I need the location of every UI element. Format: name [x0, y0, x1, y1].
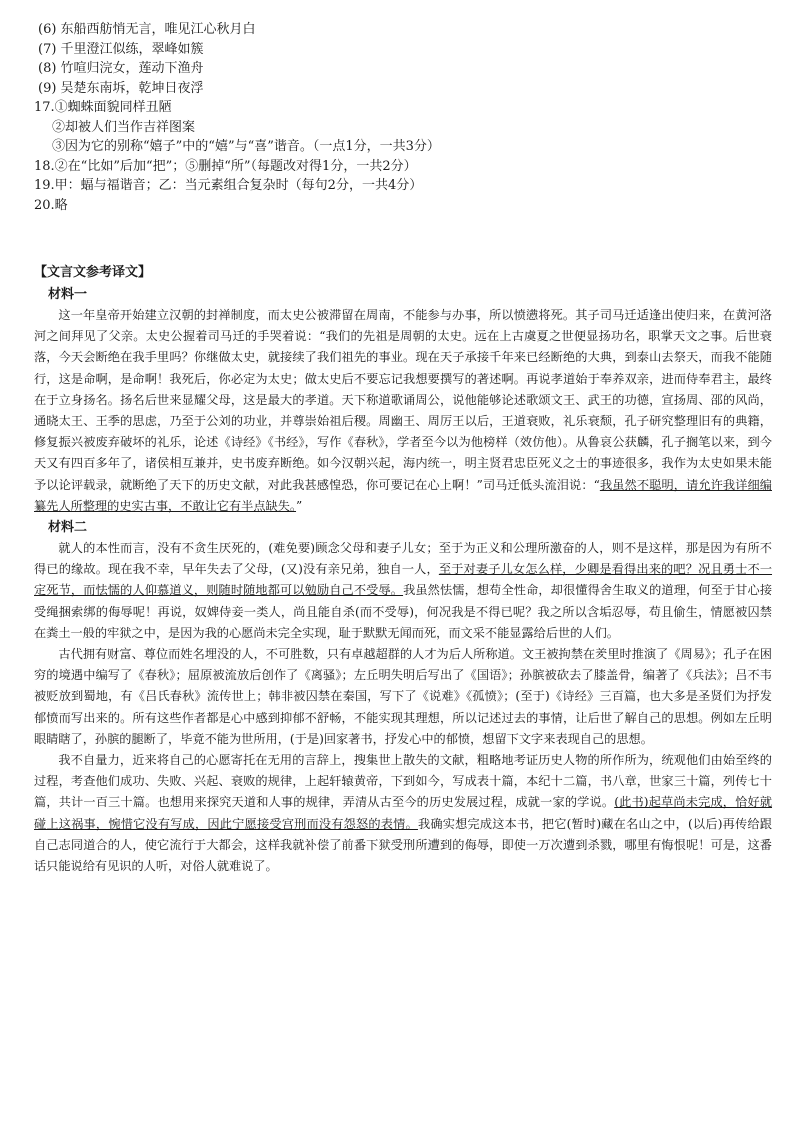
material-two-title: 材料二	[48, 520, 88, 536]
material-two-p3-underlined: (此书)起草尚未完成，恰好就碰上这祸事，惋惜它没有写成，因此宁愿接受宫刑而没有怨怒的表情。	[34, 795, 773, 831]
material-two-paragraph-3	[34, 750, 772, 877]
material-one-paragraph	[34, 305, 772, 517]
material-two-paragraph-2: 古代拥有财富、尊位而姓名埋没的人，不可胜数，只有卓越超群的人才为后人所称道。文王被拘禁在羑里时推演了《周易》；孔子在困穷的境遇中编写了《春秋》；屈原被流放后创作了《离骚》；左丘明失明后写出了《国语》；孙膑被砍去了膝盖骨，编著了《兵法》；吕不韦被贬放到蜀地，有《吕氏春秋》流传世上；韩非被囚禁在秦国，写下了《说难》《孤愤》；(至于)《诗经》三百篇，也大多是圣贤们为抒发郁愤而写出来的。所有这些作者都是心中感到抑郁不舒畅，不能实现其理想，所以记述过去的事情，让后世了解自己的思想。例如左丘明眼睛瞎了，孙膑的腿断了，毕竟不能为世所用，(于是)回家著书，抒发心中的郁愤，想留下文字来表现自己的思想。	[34, 647, 772, 746]
material-two-p3-text: 我不自量力，近来将自己的心愿寄托在无用的言辞上，搜集世上散失的文献，粗略地考证历史人物的所作所为，统观他们由始至终的过程，考查他们成功、失败、兴起、衰败的规律，上起轩辕黄帝，下到如今，写成表十篇，本纪十二篇，书八章，世家三十篇，列传七十篇，共计一百三十篇。也想用来探究天道和人事的规律，弄清从古至今的历史发展过程，成就一家的学说。	[34, 753, 772, 810]
answer-section	[34, 20, 774, 215]
answer-18: 18.②在“比如”后加“把”；⑤删掉“所”（每题改对得1分，一共2分）	[34, 158, 417, 174]
material-two-paragraph-1	[34, 538, 772, 644]
answer-17-part1: 17.①蜘蛛面貌同样丑陋	[34, 100, 172, 115]
answer-6: (6) 东船西舫悄无言，唯见江心秋月白	[38, 22, 256, 37]
material-one-text: 这一年皇帝开始建立汉朝的封禅制度，而太史公被滞留在周南，不能参与办事，所以愤懑将死。其子司马迁适逢出使归来，在黄河洛河之间拜见了父亲。太史公握着司马迁的手哭着说：“我们的先祖是周朝的太史。远在上古虞夏之世便显扬功名，职掌天文之事。后世衰落，今天会断绝在我手里吗？你继做太史，就接续了我们祖先的事业。现在天子承接千年来已经断绝的大典，到泰山去祭天，而我不能随行，这是命啊，是命啊！我死后，你必定为太史；做太史后不要忘记我想要撰写的著述啊。再说孝道始于奉养双亲，进而侍奉君主，最终在于立身扬名。扬名后世来显耀父母，这是最大的孝道。天下称道歌诵周公，说他能够论述歌颂文王、武王的功德，宣扬周、邵的风尚，通晓太王、王季的思虑，乃至于公刘的功业，并尊崇始祖后稷。周幽王、周厉王以后，王道衰败，礼乐衰颓，孔子研究整理旧有的典籍，修复振兴被废弃破坏的礼乐，论述《诗经》《书经》，写作《春秋》，学者至今以为他榜样（效仿他）。从鲁哀公获麟，孔子搁笔以来，到今天又有四百多年了，诸侯相互兼并，史书废弃断绝。如今汉朝兴起，海内统一，明主贤君忠臣死义之士的事迹很多，我作为太史如果未能予以论评载录，就断绝了天下的历史文献，对此我甚感惶恐，你可要记在心上啊！”司马迁低头流泪说：“	[34, 308, 772, 492]
translation-heading: 【文言文参考译文】	[34, 265, 152, 280]
material-one-underlined: 我虽然不聪明，请允许我详细编纂先人所整理的史实古事，不敢让它有半点缺失。	[34, 477, 772, 513]
answer-8: (8) 竹喧归浣女，莲动下渔舟	[38, 61, 204, 76]
translation-section	[34, 262, 772, 877]
answer-17-part3: ③因为它的别称“嬉子”中的“嬉”与“喜”谐音。（一点1分，一共3分）	[52, 139, 440, 154]
answer-20: 20.略	[34, 197, 68, 213]
material-one-text-end: ”	[296, 498, 303, 513]
material-two-p1-text-end: 我虽然怯懦，想苟全性命，却很懂得舍生取义的道理，何至于甘心接受绳捆索绑的侮辱呢！再说，奴婢侍妾一类人，尚且能自杀(而不受辱)，何况我是不得已呢？我之所以含垢忍辱，苟且偷生，情愿被囚禁在粪土一般的牢狱之中，是因为我的心愿尚未完全实现，耻于默默无闻而死，而文采不能显露给后世的人们。	[34, 583, 773, 640]
material-two-p1-underlined: 至于对妻子儿女怎么样，少卿是看得出来的吧？况且勇士不一定死节，而怯懦的人仰慕道义，则随时随地都可以勉励自己不受辱。	[34, 562, 773, 598]
answer-7: (7) 千里澄江似练，翠峰如簇	[38, 41, 204, 57]
answer-9: (9) 吴楚东南坼，乾坤日夜浮	[38, 80, 204, 96]
answer-19: 19.甲：蝠与福谐音；乙：当元素组合复杂时（每句2分，一共4分）	[34, 178, 423, 193]
answer-17-part2: ②却被人们当作吉祥图案	[52, 119, 196, 135]
material-one-title: 材料一	[48, 287, 88, 302]
material-two-p3-text-end: 我确实想完成这本书，把它(暂时)藏在名山之中，(以后)再传给跟自己志同道合的人，使它流行于大都会，这样我就补偿了前番下狱受刑所遭到的侮辱，即使一万次遭到杀戮，哪里有悔恨呢！可是，这番话只能说给有见识的人听，对俗人就难说了。	[34, 816, 772, 874]
material-two-p1-text: 就人的本性而言，没有不贪生厌死的，(难免要)顾念父母和妻子儿女；至于为正义和公理所激奋的人，则不是这样，那是因为有所不得已的缘故。现在我不幸，早年失去了父母，(又)没有亲兄弟，独自一人，	[34, 541, 772, 577]
